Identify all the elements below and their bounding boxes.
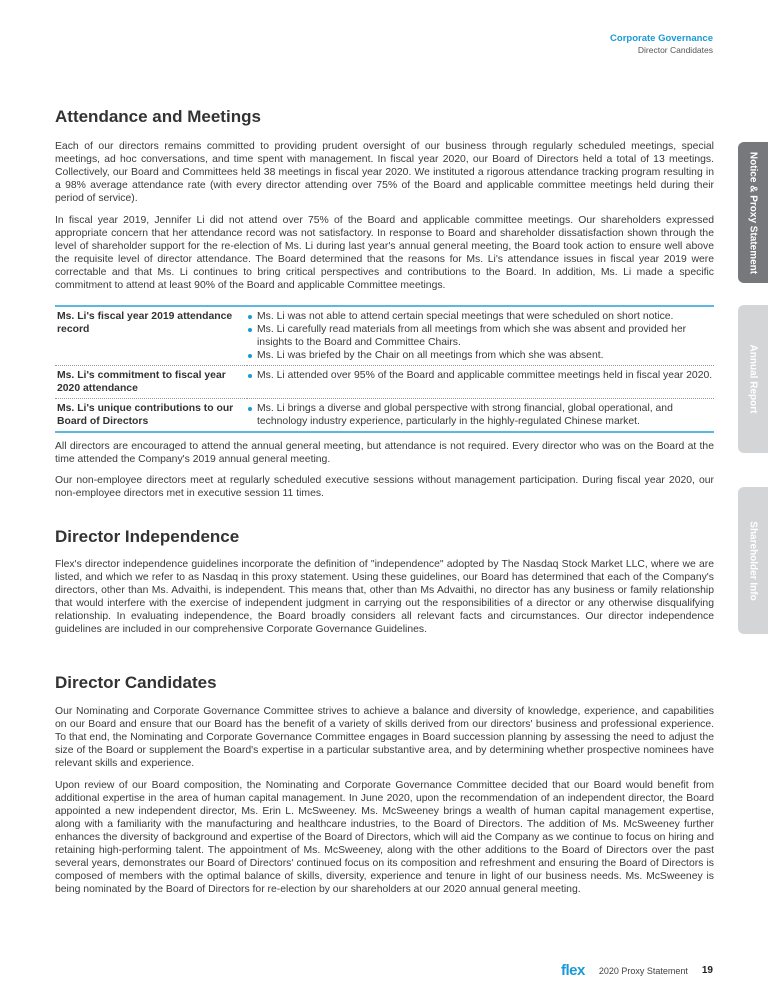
section-heading: Director Candidates [55,673,217,692]
table-row [55,366,714,399]
paragraph: Our Nominating and Corporate Governance Committee strives to achieve a balance and diversity of knowledge, experience, and capabilities on our Board and ensure that our Board has the benefit of a variety of skills derived from our directors' business and professional experience. To that end, the Nominating and Corporate Governance Committee engages in Board succession planning by assessing the need to adjust the size of the Board or supplement the Board's expertise in a particular substantive area, and by determining whether prospective nominees have relevant skills and experience. [55,706,714,769]
list-item: Ms. Li carefully read materials from all meetings from which she was absent and provided her insights to the Board and Committee Chairs. [247,323,714,349]
footer-doc-title: 2020 Proxy Statement [598,965,688,976]
paragraph: All directors are encouraged to attend the annual general meeting, but attendance is not required. Every director who was on the Board at the time attended the Company's 2019 annual general meeting. [55,441,714,465]
tab-label: Shareholder Info [747,520,759,601]
list-item: Ms. Li was not able to attend certain special meetings that were scheduled on short notice. [247,310,714,323]
header-section: Corporate Governance [610,33,713,44]
tab-annual-report[interactable] [738,305,768,453]
paragraph: Flex's director independence guidelines incorporate the definition of "independence" adopted by The Nasdaq Stock Market LLC, where we are listed, and which we refer to as Nasdaq in this proxy statement. Using these guidelines, our Board has determined that each of the Company's directors, other than Ms. Advaithi, is independent. This means that, other than Ms Advaithi, no director has any business or family relationship that would interfere with the exercise of independent judgment in carrying out the responsibilities of a director or any otherwise disqualifying relationship. In evaluating independence, the Board broadly considers all relevant facts and circumstances. Our director independence guidelines are included in our comprehensive Corporate Governance Guidelines. [55,559,714,635]
page-footer [561,962,713,979]
section-heading: Director Independence [55,527,240,546]
list-item: Ms. Li attended over 95% of the Board and applicable committee meetings held in fiscal year 2020. [247,369,714,382]
table-row [55,306,714,366]
row-label: Ms. Li's unique contributions to our Board of Directors [55,399,247,433]
running-header [610,33,713,56]
section-heading: Attendance and Meetings [55,107,261,126]
independence-section [55,527,714,636]
table-row [55,399,714,433]
row-label: Ms. Li's commitment to fiscal year 2020 attendance [55,366,247,399]
tab-label: Notice & Proxy Statement [747,151,759,274]
list-item: Ms. Li was briefed by the Chair on all meetings from which she was absent. [247,349,714,362]
row-label: Ms. Li's fiscal year 2019 attendance record [57,311,233,335]
paragraph: In fiscal year 2019, Jennifer Li did not attend over 75% of the Board and applicable committee meetings. Our shareholders expressed appropriate concern that her attendance record was not satisfactory. In response to Board and shareholder dissatisfaction shown through the level of shareholder support for the re-election of Ms. Li during last year's annual general meeting, the Board took action to ensure well above the requisite level of director attendance. The Board determined that the reasons for Ms. Li's attendance issues in fiscal year 2019 were correctable and that Ms. Li continues to bring critical perspectives and contributions to the Board. In addition, Ms. Li made a specific commitment to attend at least 90% of the Board and applicable Committee meetings. [55,215,714,291]
attendance-section [55,107,714,500]
candidates-section [55,673,714,896]
tab-notice-proxy-statement[interactable] [738,142,768,283]
list-item: Ms. Li brings a diverse and global perspective with strong financial, global operational, and technology industry experience, particularly in the highly-regulated Chinese market. [247,402,714,428]
paragraph: Each of our directors remains committed to providing prudent oversight of our business through regularly scheduled meetings, special meetings, ad hoc conversations, and time spent with management. In fiscal year 2020, our Board of Directors held a total of 13 meetings. Collectively, our Board and Committees held 38 meetings in fiscal year 2020. We instituted a rigorous attendance tracking program resulting in a 98% average attendance rate (with every director attending over 75% of the Board and applicable committee meetings held during their period of service). [55,141,714,204]
paragraph: Upon review of our Board composition, the Nominating and Corporate Governance Committee decided that our Board would benefit from additional expertise in the area of human capital management. In June 2020, upon the recommendation of an independent director, the Board appointed a new independent director, Ms. Erin L. McSweeney. Ms. McSweeney brings a wealth of human capital management expertise, along with a familiarity with the manufacturing and healthcare industries, to the Board of Directors. The addition of Ms. McSweeney further enhances the diversity of background and expertise of the Board of Directors, which will aid the Company as we continue to focus on hiring and retaining high-performing talent. The appointment of Ms. McSweeney, along with the other additions to the Board of Directors over the past several years, demonstrates our Board of Directors' continued focus on its composition and refreshment and ensuring the Board of Directors is composed of members with the optimal balance of skills, diversity, experience and tenure in light of our business needs. Ms. McSweeney is being nominated by the Board of Directors for re-election by our shareholders at our 2020 annual general meeting. [55,780,714,895]
header-subsection: Director Candidates [637,45,713,55]
flex-logo: flex [560,962,585,979]
attendance-table [55,305,714,433]
paragraph: Our non-employee directors meet at regularly scheduled executive sessions without management participation. During fiscal year 2020, our non-employee directors met in executive session 11 times. [55,475,714,499]
tab-label: Annual Report [747,344,759,414]
tab-shareholder-info[interactable] [738,487,768,634]
page-number: 19 [701,965,713,976]
